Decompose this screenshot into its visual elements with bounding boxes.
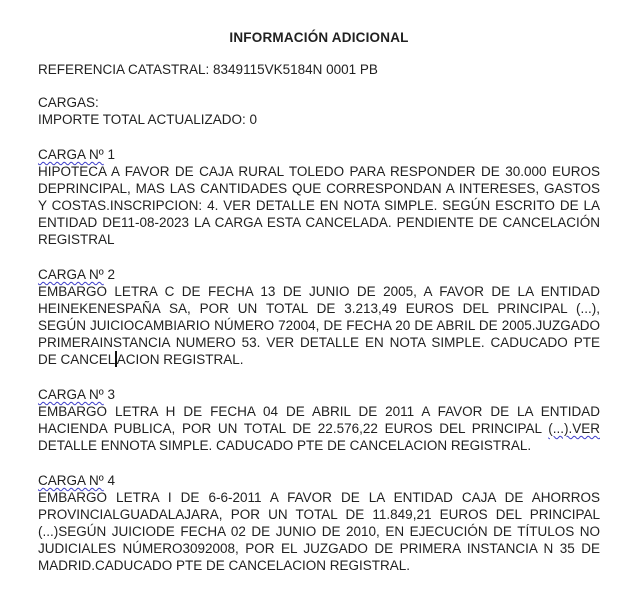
carga-2-body-before-cursor: EMBARGO LETRA C DE FECHA 13 DE JUNIO DE 2005, A FAVOR DE LA ENTIDAD HEINEKENESPAÑA SA, POR UN TOTAL DE 3.213,49 EUROS DEL PRINCIPAL (...), SEGÚN JUICIOCAMBIARIO NÚMERO 72004, DE FECHA 20 DE ABRIL DE 2005.JUZGADO PRIMERAINSTANCIA NUMERO 53. VER DETALLE EN NOTA SIMPLE. CADUCADO PTE DE CANCEL <box>38 284 600 367</box>
referencia-catastral-line: REFERENCIA CATASTRAL: 8349115VK5184N 0001 PB <box>38 62 378 77</box>
carga-4-heading-label: CARGA Nº <box>38 473 104 488</box>
carga-2-heading-number: 2 <box>107 267 115 282</box>
carga-section-4 <box>38 472 600 574</box>
carga-section-3 <box>38 386 600 454</box>
carga-4-heading <box>38 472 600 489</box>
carga-3-heading <box>38 386 600 403</box>
document-title: INFORMACIÓN ADICIONAL <box>229 30 409 45</box>
carga-section-1 <box>38 146 600 248</box>
cargas-label: CARGAS: <box>38 95 99 110</box>
carga-3-body-misspelled-fragment: (...).VER <box>548 421 600 436</box>
carga-3-body-part1: EMBARGO LETRA H DE FECHA 04 DE ABRIL DE 2011 A FAVOR DE LA ENTIDAD HACIENDA PUBLICA, POR UN TOTAL DE 22.576,22 EUROS DEL PRINCIPAL <box>38 404 600 436</box>
carga-section-2 <box>38 266 600 368</box>
carga-3-heading-label: CARGA Nº <box>38 387 104 402</box>
importe-total-line: IMPORTE TOTAL ACTUALIZADO: 0 <box>38 112 258 127</box>
carga-2-heading <box>38 266 600 283</box>
carga-2-body-after-cursor: ACION REGISTRAL. <box>116 352 244 367</box>
carga-3-heading-number: 3 <box>107 387 115 402</box>
carga-1-heading-number: 1 <box>107 147 115 162</box>
carga-1-heading <box>38 146 600 163</box>
carga-1-body: HIPOTECA A FAVOR DE CAJA RURAL TOLEDO PARA RESPONDER DE 30.000 EUROS DEPRINCIPAL, MAS LAS CANTIDADES QUE CORRESPONDAN A INTERESES, GASTOS Y COSTAS.INSCRIPCION: 4. VER DETALLE EN NOTA SIMPLE. SEGÚN ESCRITO DE LA ENTIDAD DE11-08-2023 LA CARGA ESTA CANCELADA. PENDIENTE DE CANCELACIÓN REGISTRAL <box>38 164 600 247</box>
carga-3-body <box>38 403 600 454</box>
carga-4-heading-number: 4 <box>107 473 115 488</box>
carga-1-heading-label: CARGA Nº <box>38 147 104 162</box>
cargas-summary <box>38 94 600 128</box>
carga-2-body <box>38 283 600 368</box>
carga-3-body-part2: DETALLE ENNOTA SIMPLE. CADUCADO PTE DE CANCELACION REGISTRAL. <box>38 438 532 453</box>
carga-2-heading-label: CARGA Nº <box>38 267 104 282</box>
carga-4-body: EMBARGO LETRA I DE 6-6-2011 A FAVOR DE LA ENTIDAD CAJA DE AHORROS PROVINCIALGUADALAJARA, POR UN TOTAL DE 11.849,21 EUROS DEL PRINCIPAL (...)SEGÚN JUICIODE FECHA 02 DE JUNIO DE 2010, EN EJECUCIÓN DE TÍTULOS NO JUDICIALES NÚMERO3092008, POR EL JUZGADO DE PRIMERA INSTANCIA N 35 DE MADRID.CADUCADO PTE DE CANCELACION REGISTRAL. <box>38 490 600 573</box>
